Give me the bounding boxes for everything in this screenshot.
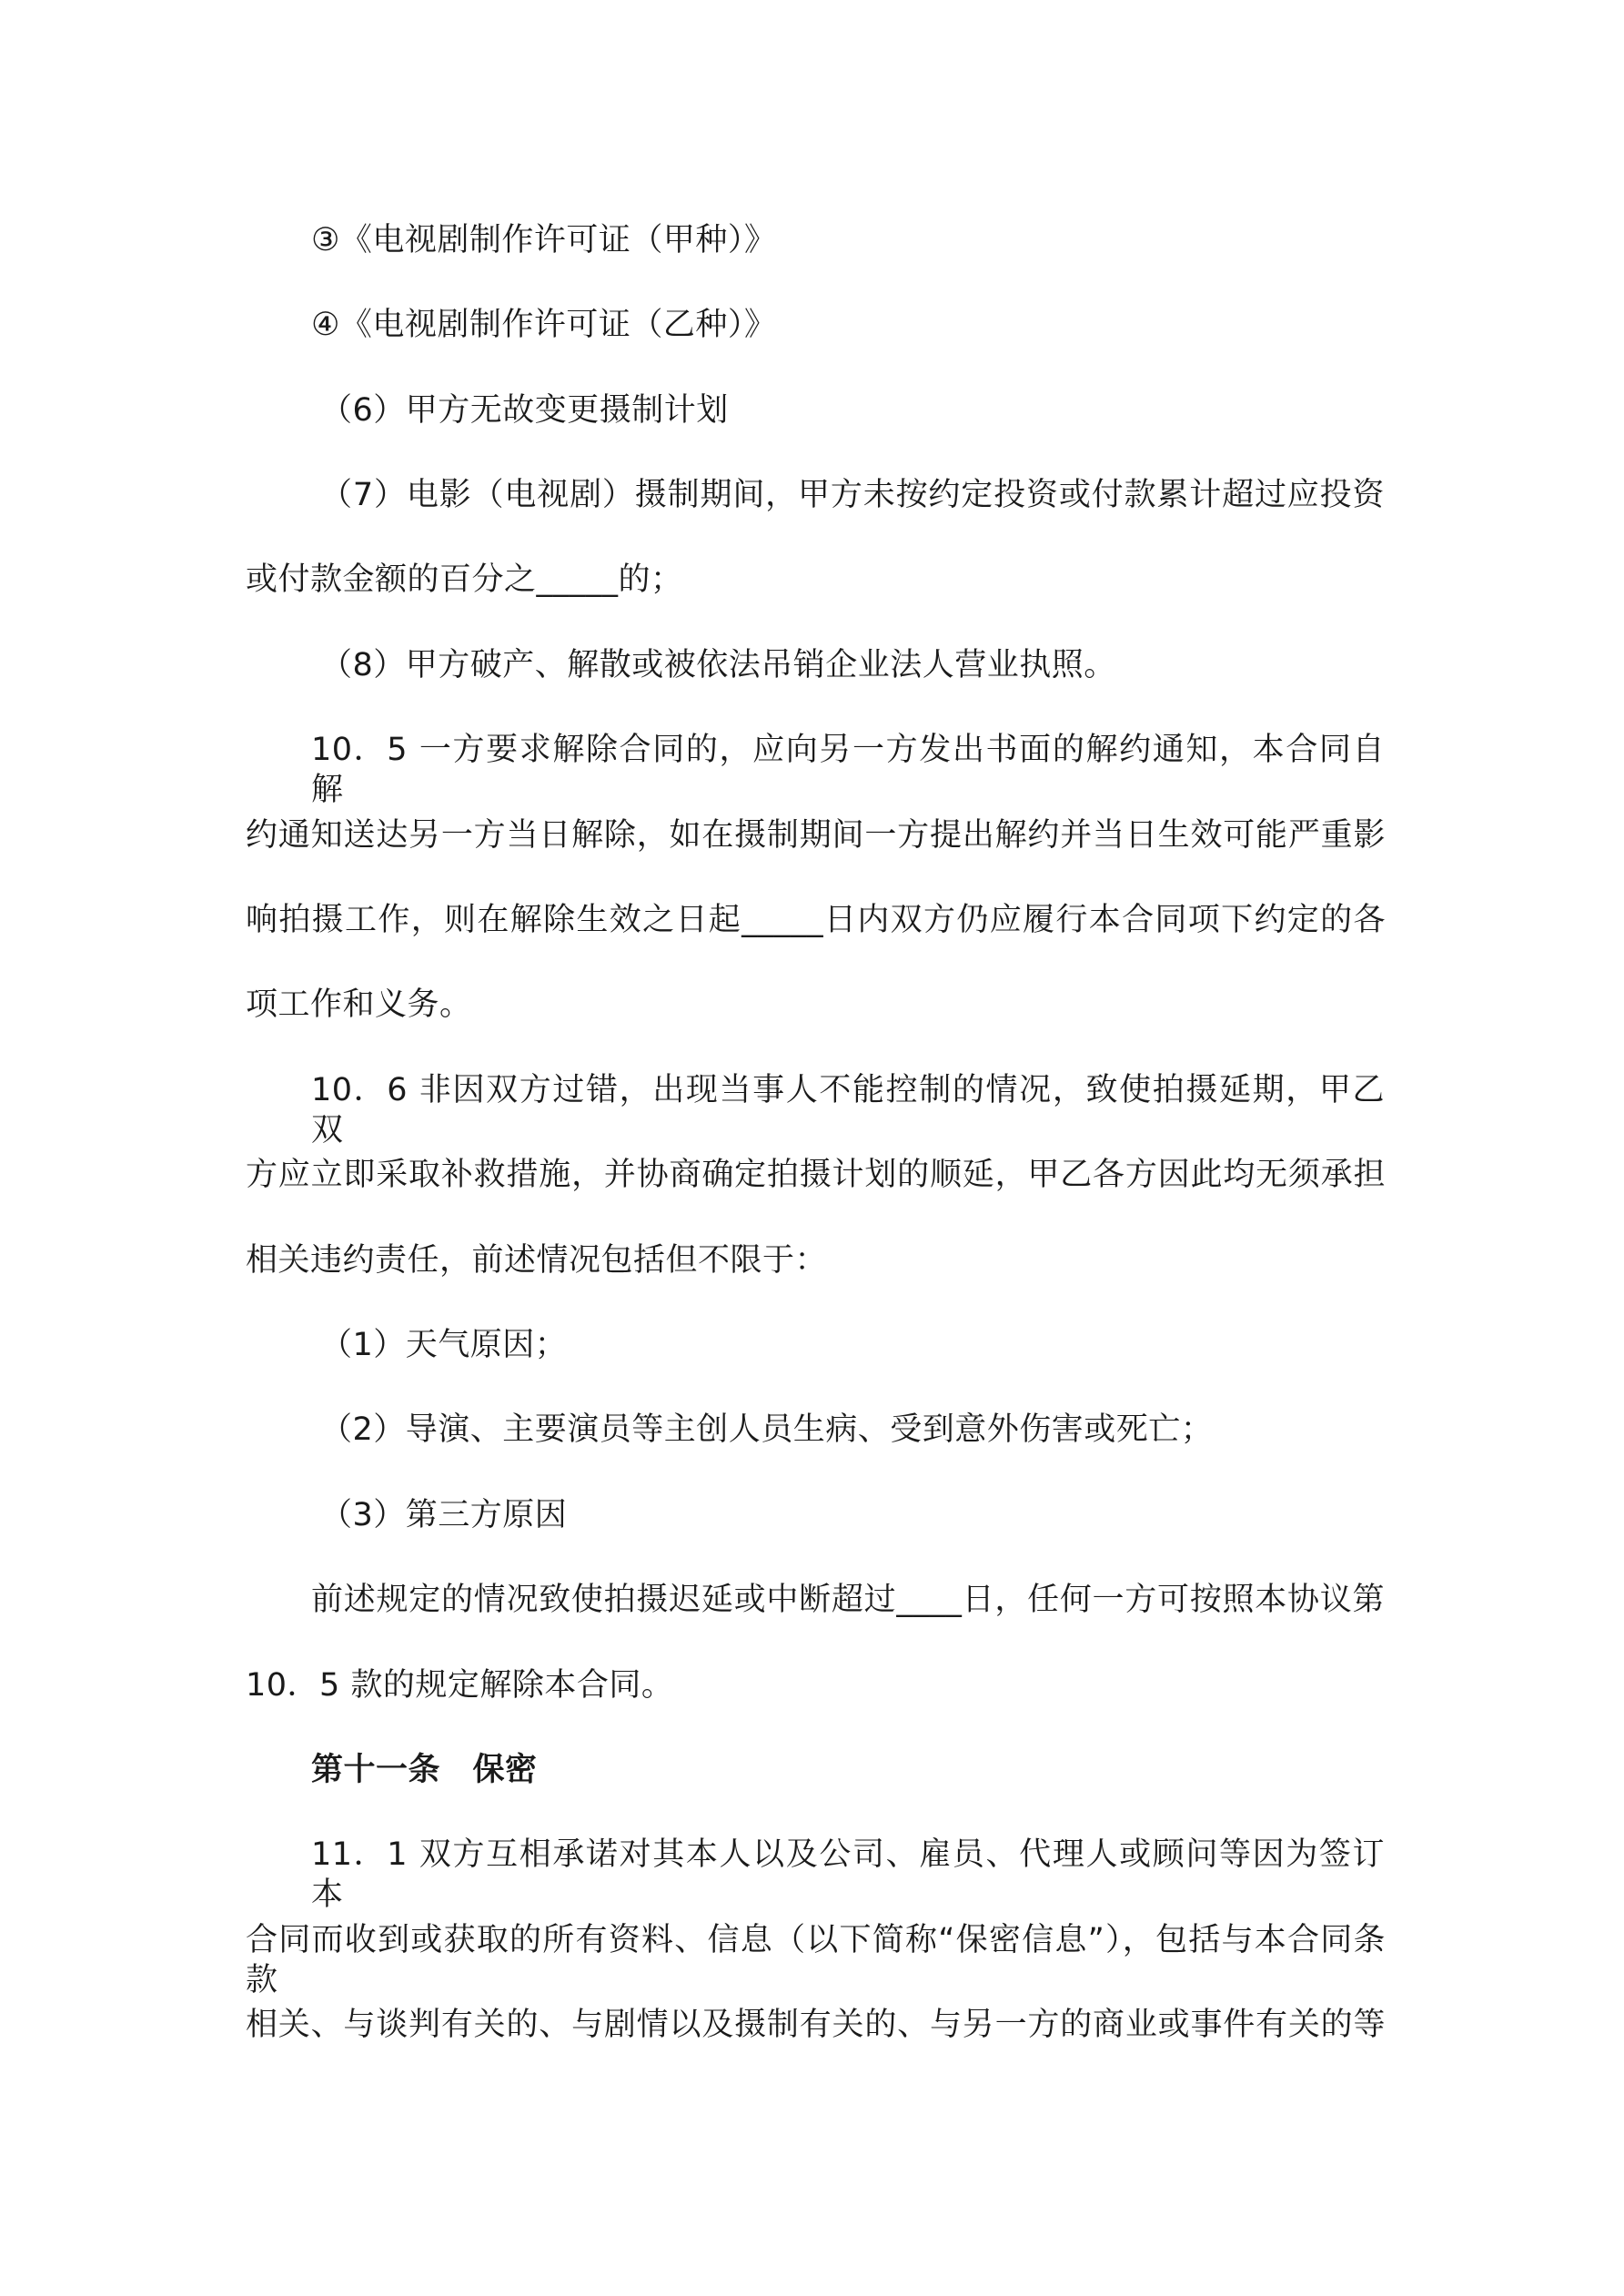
delay-clause-line-1: 前述规定的情况致使拍摄迟延或中断超过____日，任何一方可按照本协议第 [311, 1582, 1385, 1618]
reason-item-2: （2）导演、主要演员等主创人员生病、受到意外伤害或死亡； [320, 1411, 1214, 1448]
clause-item-7-line-1: （7）电影（电视剧）摄制期间，甲方未按约定投资或付款累计超过应投资 [320, 477, 1385, 513]
article-11-heading: 第十一条 保密 [311, 1752, 538, 1788]
reason-item-3: （3）第三方原因 [320, 1497, 568, 1533]
clause-10-5-line-4: 项工作和义务。 [246, 986, 472, 1023]
clause-item-8: （8）甲方破产、解散或被依法吊销企业法人营业执照。 [320, 647, 1116, 683]
clause-10-6-line-3: 相关违约责任，前述情况包括但不限于： [246, 1242, 828, 1279]
clause-10-6-line-2: 方应立即采取补救措施，并协商确定拍摄计划的顺延，甲乙各方因此均无须承担 [246, 1157, 1386, 1193]
clause-10-5-line-1: 10．5 一方要求解除合同的，应向另一方发出书面的解约通知，本合同自解 [311, 732, 1385, 808]
delay-clause-line-2: 10．5 款的规定解除本合同。 [246, 1667, 674, 1704]
clause-10-5-line-3: 响拍摄工作，则在解除生效之日起_____日内双方仍应履行本合同项下约定的各 [246, 902, 1386, 938]
clause-11-1-line-2: 合同而收到或获取的所有资料、信息（以下简称“保密信息”），包括与本合同条款 [246, 1922, 1386, 1998]
clause-10-5-line-2: 约通知送达另一方当日解除，如在摄制期间一方提出解约并当日生效可能严重影 [246, 817, 1386, 854]
clause-item-7-line-2: 或付款金额的百分之_____的； [246, 561, 683, 598]
reason-item-1: （1）天气原因； [320, 1327, 568, 1363]
permit-item-4: ④《电视剧制作许可证（乙种）》 [311, 307, 777, 343]
permit-item-3: ③《电视剧制作许可证（甲种）》 [311, 222, 777, 258]
clause-10-6-line-1: 10．6 非因双方过错，出现当事人不能控制的情况，致使拍摄延期，甲乙双 [311, 1072, 1385, 1148]
clause-item-6: （6）甲方无故变更摄制计划 [320, 392, 729, 429]
clause-11-1-line-1: 11．1 双方互相承诺对其本人以及公司、雇员、代理人或顾问等因为签订本 [311, 1836, 1385, 1913]
clause-11-1-line-3: 相关、与谈判有关的、与剧情以及摄制有关的、与另一方的商业或事件有关的等 [246, 2007, 1386, 2043]
